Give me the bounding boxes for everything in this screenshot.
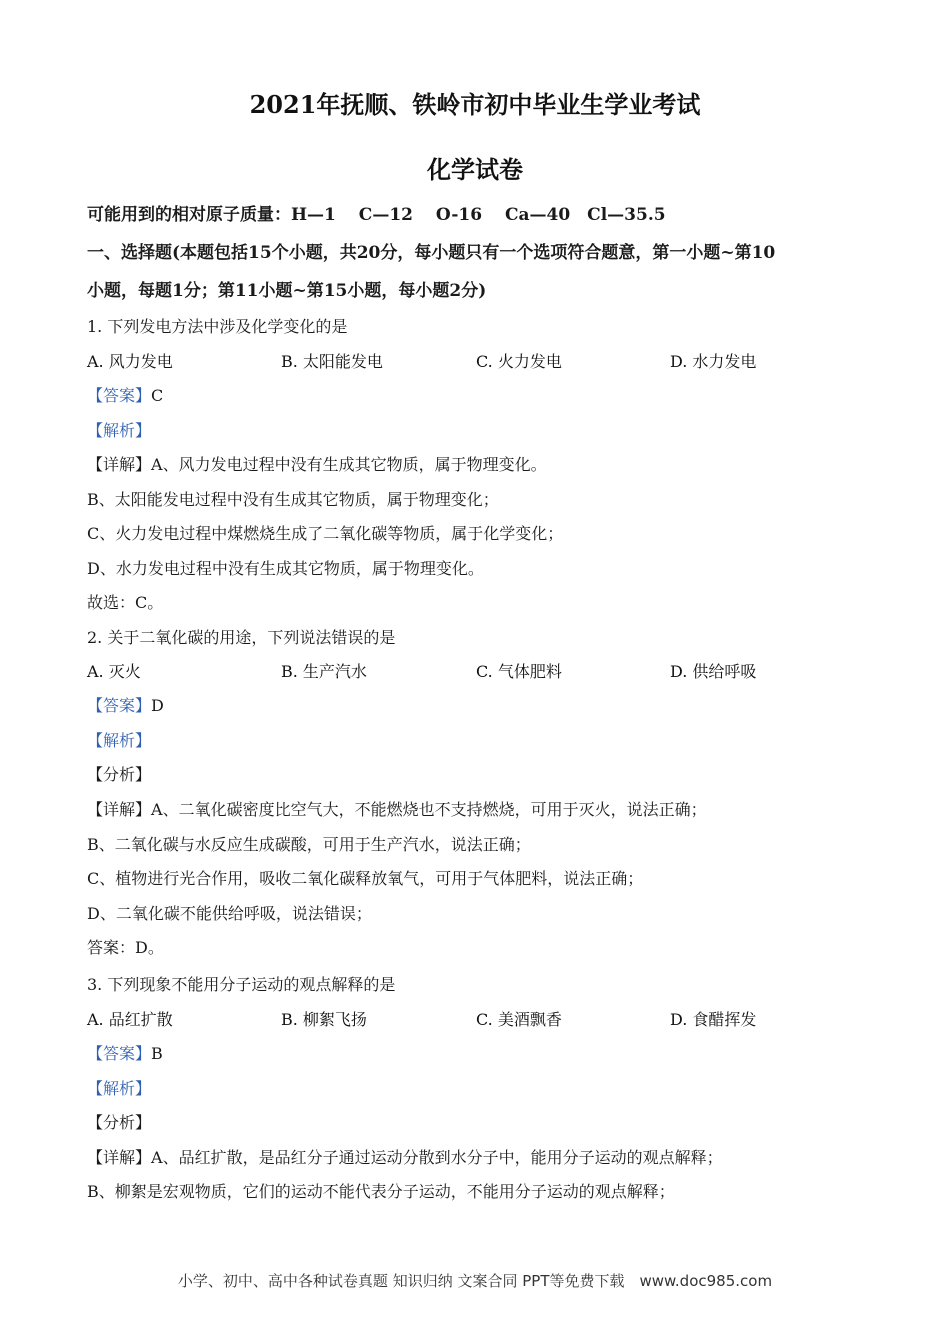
detail-text: A、二氧化碳密度比空气大，不能燃烧也不支持燃烧，可用于灭火，说法正确；: [151, 800, 707, 819]
q2-detail-a: [87, 800, 707, 820]
q2-option-b: B. 生产汽水: [281, 662, 367, 681]
q2-analysis-tag: 【解析】: [87, 731, 152, 750]
q2-answer: [87, 696, 164, 716]
q2-conclusion: 答案：D。: [87, 938, 164, 957]
q1-option-a: A. 风力发电: [87, 352, 173, 371]
detail-tag: 【详解】: [87, 455, 152, 474]
q1-analysis-tag: 【解析】: [87, 421, 152, 440]
question-2-stem: 2. 关于二氧化碳的用途，下列说法错误的是: [87, 628, 396, 647]
q1-answer: [87, 386, 163, 406]
q3-detail-b: B、柳絮是宏观物质，它们的运动不能代表分子运动，不能用分子运动的观点解释；: [87, 1182, 675, 1201]
answer-tag: 【答案】: [87, 386, 152, 405]
q1-detail-d: D、水力发电过程中没有生成其它物质，属于物理变化。: [87, 559, 484, 578]
q1-conclusion: 故选：C。: [87, 593, 164, 612]
answer-value: C: [151, 386, 164, 405]
footer-watermark: 小学、初中、高中各种试卷真题 知识归纳 文案合同 PPT等免费下载 www.doc985.com: [177, 1272, 773, 1290]
answer-tag: 【答案】: [87, 1044, 152, 1063]
q2-option-d: D. 供给呼吸: [670, 662, 757, 681]
answer-value: D: [151, 696, 164, 715]
q3-option-a: A. 品红扩散: [87, 1010, 173, 1029]
q2-fenxi-tag: 【分析】: [87, 765, 152, 784]
q2-option-a: A. 灭火: [87, 662, 141, 681]
q3-fenxi-tag: 【分析】: [87, 1113, 152, 1132]
q3-analysis-tag: 【解析】: [87, 1079, 152, 1098]
answer-value: B: [151, 1044, 163, 1063]
q1-detail-a: [87, 455, 547, 475]
exam-title: 2021年抚顺、铁岭市初中毕业生学业考试: [249, 90, 701, 119]
q3-option-b: B. 柳絮飞扬: [281, 1010, 367, 1029]
question-1-stem: 1. 下列发电方法中涉及化学变化的是: [87, 317, 348, 336]
section-heading-line1: 一、选择题(本题包括15个小题，共20分，每小题只有一个选项符合题意，第一小题~第10: [87, 243, 776, 263]
answer-tag: 【答案】: [87, 696, 152, 715]
q1-option-d: D. 水力发电: [670, 352, 757, 371]
q3-detail-a: [87, 1148, 723, 1168]
detail-text: A、品红扩散，是品红分子通过运动分散到水分子中，能用分子运动的观点解释；: [151, 1148, 723, 1167]
atomic-mass-line: 可能用到的相对原子质量：H—1 C—12 O-16 Ca—40 Cl—35.5: [87, 205, 666, 225]
q3-answer: [87, 1044, 163, 1064]
q1-option-c: C. 火力发电: [476, 352, 562, 371]
q3-option-c: C. 美酒飘香: [476, 1010, 562, 1029]
question-3-stem: 3. 下列现象不能用分子运动的观点解释的是: [87, 975, 396, 994]
q1-detail-b: B、太阳能发电过程中没有生成其它物质，属于物理变化；: [87, 490, 499, 509]
detail-tag: 【详解】: [87, 800, 152, 819]
q2-detail-b: B、二氧化碳与水反应生成碳酸，可用于生产汽水，说法正确；: [87, 835, 531, 854]
detail-tag: 【详解】: [87, 1148, 152, 1167]
q2-detail-c: C、植物进行光合作用，吸收二氧化碳释放氧气，可用于气体肥料，说法正确；: [87, 869, 644, 888]
q1-detail-c: C、火力发电过程中煤燃烧生成了二氧化碳等物质，属于化学变化；: [87, 524, 564, 543]
q1-option-b: B. 太阳能发电: [281, 352, 383, 371]
q2-detail-d: D、二氧化碳不能供给呼吸，说法错误；: [87, 904, 372, 923]
detail-text: A、风力发电过程中没有生成其它物质，属于物理变化。: [151, 455, 547, 474]
q2-option-c: C. 气体肥料: [476, 662, 562, 681]
q3-option-d: D. 食醋挥发: [670, 1010, 757, 1029]
section-heading-line2: 小题，每题1分；第11小题~第15小题，每小题2分): [87, 281, 487, 301]
exam-subtitle: 化学试卷: [427, 155, 523, 184]
